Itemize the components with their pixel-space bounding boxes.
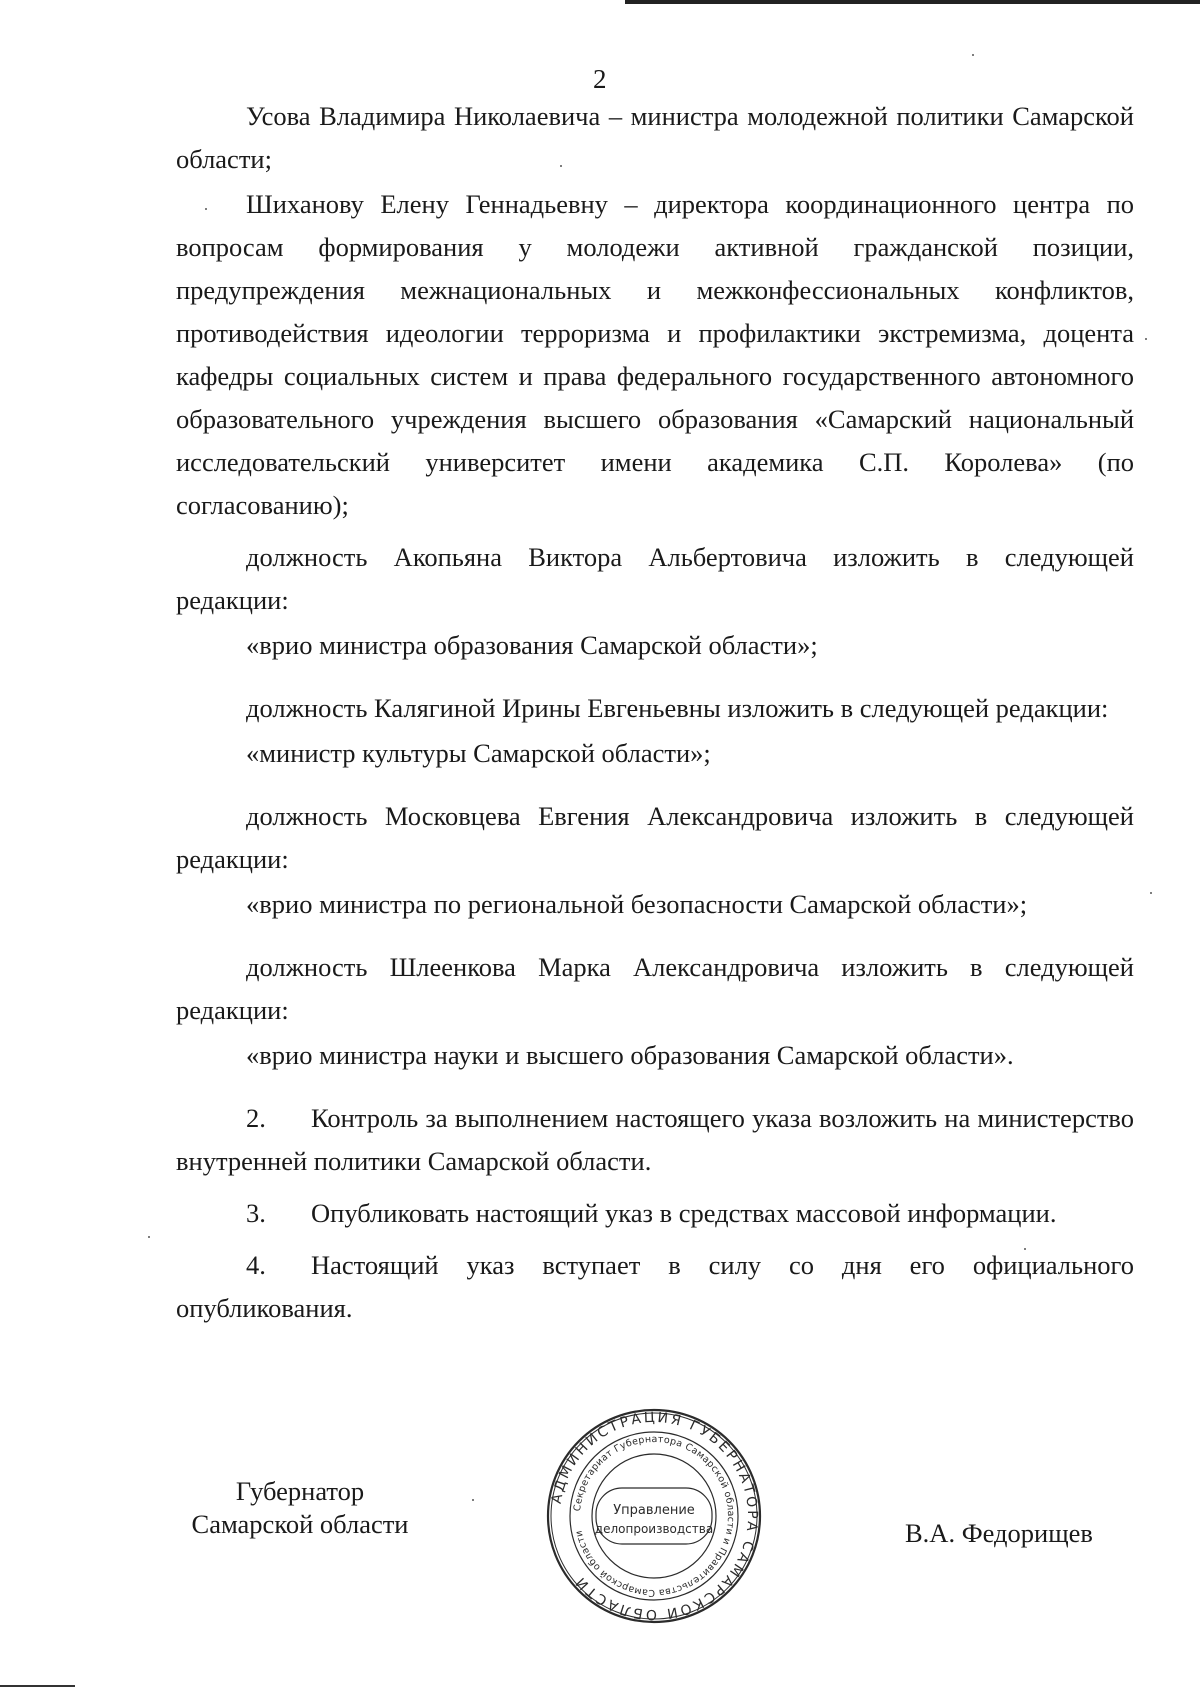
quote-shleenkov: «врио министра науки и высшего образования Самарской области». — [246, 1040, 1014, 1070]
stamp-outer-text: АДМИНИСТРАЦИЯ ГУБЕРНАТОРА САМАРСКОЙ ОБЛАСТИ — [548, 1409, 761, 1623]
paragraph-kalyagina-position: должность Калягиной Ирины Евгеньевны изложить в следующей редакции: — [246, 693, 1109, 723]
official-stamp — [544, 1406, 764, 1626]
quote-moskovtsev: «врио министра по региональной безопасности Самарской области»; — [246, 889, 1028, 919]
numbered-item-4 — [176, 1244, 1134, 1330]
scan-speck — [560, 165, 562, 167]
signatory-name: В.А. Федорищев — [905, 1518, 1093, 1548]
scan-edge-bottom — [0, 1685, 75, 1687]
scan-speck — [1024, 1248, 1026, 1250]
paragraph-shikhanova: Шиханову Елену Геннадьевну – директора координационного центра по вопросам формирования у молодежи активной гражданской позиции, предупреждения межнациональных и межконфессиональных конфликтов, противодействия идеологии терроризма и профилактики экстремизма, доцента кафедры социальных систем и права федерального государственного автономного образовательного учреждения высшего образования «Самарский национальный исследовательский университет имени академика С.П. Королева» (по согласованию); — [176, 189, 1134, 520]
stamp-middle-text: Секретариат Губернатора Самарской области и Правительства Самарской области — [572, 1433, 737, 1599]
stamp-center-line-1: Управление — [613, 1503, 695, 1518]
document-body — [176, 95, 1134, 1339]
item-number: 4. — [246, 1250, 266, 1280]
scan-speck — [148, 1236, 150, 1238]
scan-speck — [1150, 892, 1152, 894]
item-number: 2. — [246, 1103, 266, 1133]
paragraph-shleenkov-position: должность Шлеенкова Марка Александровича изложить в следующей редакции: — [176, 952, 1134, 1025]
page-number: 2 — [593, 64, 607, 94]
item-number: 3. — [246, 1198, 266, 1228]
item-text: Настоящий указ вступает в силу со дня его официального опубликования. — [176, 1250, 1134, 1323]
paragraph-moskovtsev-position: должность Московцева Евгения Александровича изложить в следующей редакции: — [176, 801, 1134, 874]
item-text: Опубликовать настоящий указ в средствах массовой информации. — [311, 1198, 1057, 1228]
position-line-2: Самарской области — [191, 1509, 409, 1539]
quote-kalyagina: «министр культуры Самарской области»; — [246, 738, 711, 768]
scan-speck — [1145, 338, 1147, 340]
stamp-center-line-2: делопроизводства — [594, 1522, 714, 1536]
numbered-item-3 — [176, 1192, 1134, 1235]
position-line-1: Губернатор — [235, 1476, 365, 1506]
scan-speck — [972, 54, 974, 56]
paragraph-usov: Усова Владимира Николаевича – министра молодежной политики Самарской области; — [176, 101, 1134, 174]
scan-speck — [205, 208, 207, 210]
numbered-item-2 — [176, 1097, 1134, 1183]
signatory-position — [180, 1475, 420, 1541]
scan-speck — [472, 1499, 474, 1501]
item-text: Контроль за выполнением настоящего указа возложить на министерство внутренней политики Самарской области. — [176, 1103, 1134, 1176]
quote-akopyan: «врио министра образования Самарской области»; — [246, 630, 818, 660]
scan-edge-top — [625, 0, 1200, 4]
paragraph-akopyan-position: должность Акопьяна Виктора Альбертовича изложить в следующей редакции: — [176, 542, 1134, 615]
